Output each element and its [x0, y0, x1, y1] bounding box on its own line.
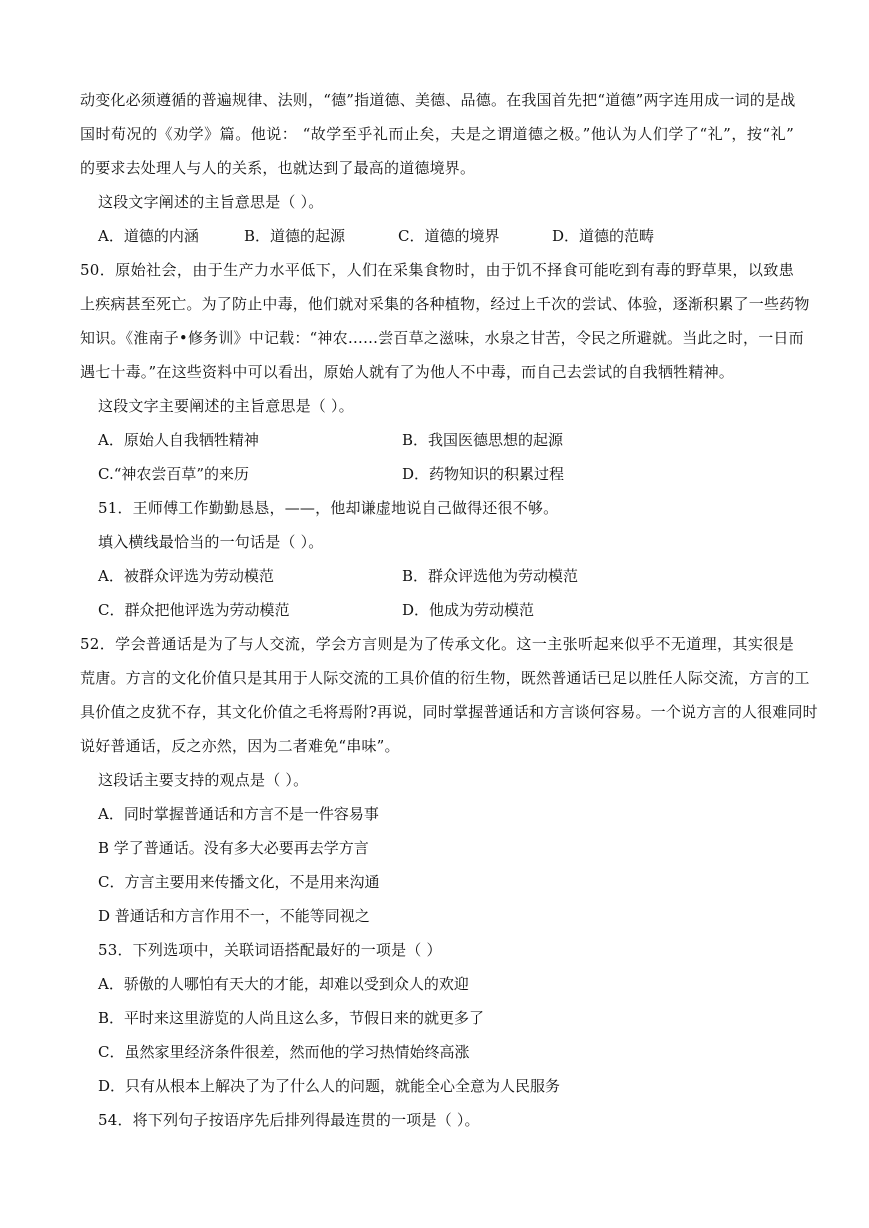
question-50-line: 50．原始社会，由于生产力水平低下，人们在采集食物时，由于饥不择食可能吃到有毒的野草果，以致患 [80, 261, 794, 279]
paragraph-line: 上疾病甚至死亡。为了防止中毒，他们就对采集的各种植物，经过上千次的尝试、体验，逐渐积累了一些药物 [80, 295, 810, 313]
option-c: C．方言主要用来传播文化，不是用来沟通 [98, 873, 380, 891]
paragraph-line: 知识。《淮南子•修务训》中记载：“神农……尝百草之滋味，水泉之甘苦，令民之所避就。当此之时，一日而 [80, 329, 804, 347]
option-d: D．他成为劳动模范 [402, 601, 535, 619]
option-a: A．原始人自我牺牲精神 [98, 431, 259, 449]
question-stem: 这段文字主要阐述的主旨意思是（ ）。 [98, 397, 354, 415]
question-stem: 填入横线最恰当的一句话是（ ）。 [98, 533, 324, 551]
option-b: B．道德的起源 [244, 227, 346, 245]
question-stem: 这段话主要支持的观点是（ ）。 [98, 771, 309, 789]
question-stem: 这段文字阐述的主旨意思是（ ）。 [98, 193, 324, 211]
option-a: A．被群众评选为劳动模范 [98, 567, 274, 585]
option-c: C．群众把他评选为劳动模范 [98, 601, 290, 619]
paragraph-line: 说好普通话，反之亦然，因为二者难免“串味”。 [80, 737, 400, 755]
option-b: B．我国医德思想的起源 [402, 431, 564, 449]
option-d: D．道德的范畴 [552, 227, 655, 245]
option-c: C.“神农尝百草”的来历 [98, 465, 250, 483]
paragraph-line: 的要求去处理人与人的关系，也就达到了最高的道德境界。 [80, 159, 476, 177]
option-c: C．道德的境界 [398, 227, 500, 245]
option-b: B．平时来这里游览的人尚且这么多，节假日来的就更多了 [98, 1009, 485, 1027]
option-c: C．虽然家里经济条件很差，然而他的学习热情始终高涨 [98, 1043, 470, 1061]
option-b: B 学了普通话。没有多大必要再去学方言 [98, 839, 369, 857]
option-a: A．同时掌握普通话和方言不是一件容易事 [98, 805, 379, 823]
option-a: A．道德的内涵 [98, 227, 199, 245]
option-d: D．药物知识的积累过程 [402, 465, 565, 483]
paragraph-line: 动变化必须遵循的普遍规律、法则，“德”指道德、美德、品德。在我国首先把“道德”两字连用成一词的是战 [80, 91, 796, 109]
question-54-line: 54．将下列句子按语序先后排列得最连贯的一项是（ ）。 [98, 1111, 480, 1129]
question-51-line: 51．王师傅工作勤勤恳恳，——，他却谦虚地说自己做得还很不够。 [98, 499, 559, 517]
question-52-line: 52．学会普通话是为了与人交流，学会方言则是为了传承文化。这一主张听起来似乎不无道理，其实很是 [80, 635, 794, 653]
option-b: B．群众评选他为劳动模范 [402, 567, 579, 585]
question-53-line: 53．下列选项中，关联词语搭配最好的一项是（ ） [98, 941, 442, 959]
paragraph-line: 遇七十毒。”在这些资料中可以看出，原始人就有了为他人不中毒，而自己去尝试的自我牺牲精神。 [80, 363, 734, 381]
option-d: D．只有从根本上解决了为了什么人的问题，就能全心全意为人民服务 [98, 1077, 561, 1095]
paragraph-line: 具价值之皮犹不存，其文化价值之毛将焉附?再说，同时掌握普通话和方言谈何容易。一个说方言的人很难同时 [80, 703, 818, 721]
option-d: D 普通话和方言作用不一，不能等同视之 [98, 907, 370, 925]
paragraph-line: 国时荀况的《劝学》篇。他说： “故学至乎礼而止矣，夫是之谓道德之极。”他认为人们学了“礼”，按“礼” [80, 125, 794, 143]
paragraph-line: 荒唐。方言的文化价值只是其用于人际交流的工具价值的衍生物，既然普通话已足以胜任人际交流，方言的工 [80, 669, 810, 687]
option-a: A．骄傲的人哪怕有天大的才能，却难以受到众人的欢迎 [98, 975, 469, 993]
